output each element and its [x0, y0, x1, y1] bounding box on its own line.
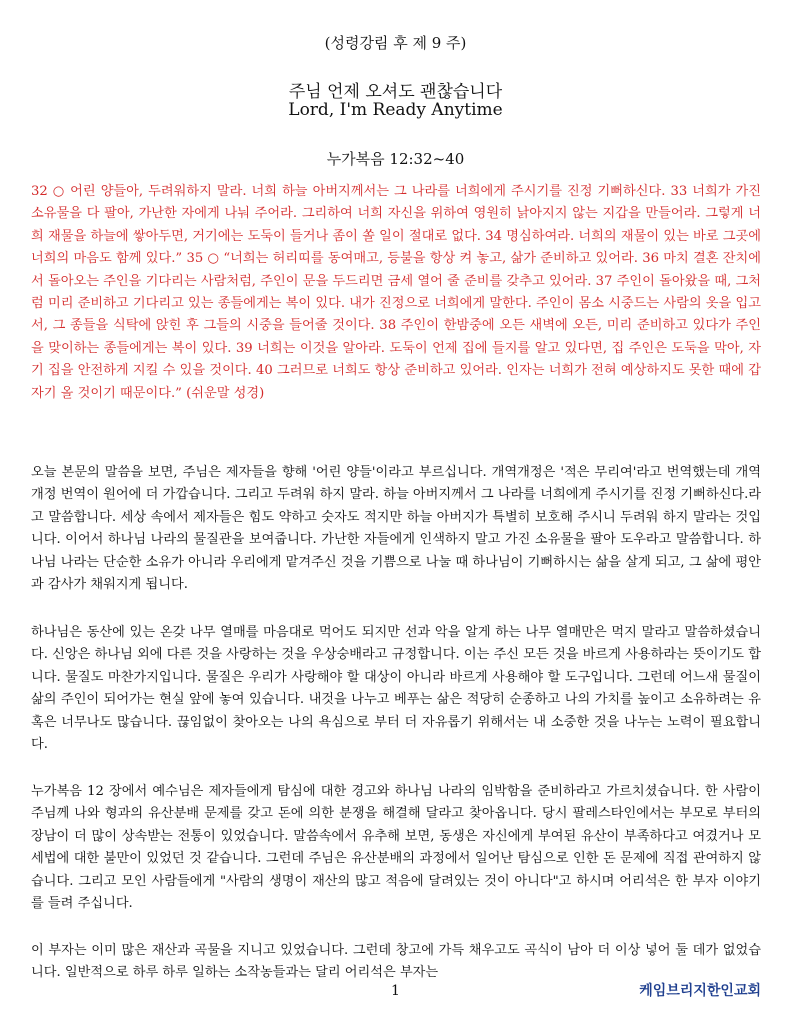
page-number: 1 — [391, 983, 400, 999]
liturgical-week: (성령강림 후 제 9 주) — [324, 34, 467, 52]
sermon-title-english: Lord, I'm Ready Anytime — [288, 100, 503, 120]
sermon-paragraph: 누가복음 12 장에서 예수님은 제자들에게 탐심에 대한 경고와 하나님 나라의 임박함을 준비하라고 가르치셨습니다. 한 사람이 주님께 나와 형과의 유산분배 문제를 갖고 돈에 의한 분쟁을 해결해 달라고 찾아옵니다. 당시 팔레스타인에서는 부모로 부터의 장남이 더 많이 상속받는 전통이 있었습니다. 말씀속에서 유추해 보면, 동생은 자신에게 부여된 유산이 부족하다고 여겼거나 모세법에 대한 불만이 있었던 것 같습니다. 그런데 주님은 유산분배의 과정에서 일어난 탐심으로 인한 돈 문제에 직접 관여하지 않습니다. 그리고 모인 사람들에게 "사람의 생명이 재산의 많고 적음에 달려있는 것이 아니다"고 하시며 어리석은 한 부자 이야기를 들려 주십니다. — [31, 784, 761, 912]
sermon-paragraph: 하나님은 동산에 있는 온갖 나무 열매를 마음대로 먹어도 되지만 선과 악을 알게 하는 나무 열매만은 먹지 말라고 말씀하셨습니다. 신앙은 하나님 외에 다른 것을 사랑하는 것을 우상숭배라고 규정합니다. 이는 주신 모든 것을 바르게 사용하라는 뜻이기도 합니다. 물질도 마찬가지입니다. 물질은 우리가 사랑해야 할 대상이 아니라 바르게 사용해야 할 도구입니다. 그런데 어느새 물질이 삶의 주인이 되어가는 현실 앞에 놓여 있습니다. 내것을 나누고 베푸는 삶은 적당히 순종하고 나의 가치를 높이고 소유하려는 유혹은 너무나도 많습니다. 끊임없이 찾아오는 나의 욕심으로 부터 더 자유롭기 위해서는 내 소중한 것을 나누는 노력이 필요합니다. — [31, 625, 761, 753]
sermon-title-korean: 주님 언제 오셔도 괜찮습니다 — [288, 82, 503, 102]
scripture-text: 32 ○ 어린 양들아, 두려워하지 말라. 너희 하늘 아버지께서는 그 나라를 너희에게 주시기를 진정 기뻐하신다. 33 너희가 가진 소유물을 다 팔아, 가난한 자에게 나눠 주어라. 그리하여 너희 자신을 위하여 영원히 낡아지지 않는 지갑을 만들어라. 그렇게 너희 재물을 하늘에 쌓아두면, 거기에는 도둑이 들거나 좀이 쏠 일이 절대로 없다. 34 명심하여라. 너희의 재물이 있는 바로 그곳에 너희의 마음도 함께 있다.” 35 ○ “너희는 허리띠를 동여매고, 등불을 항상 켜 놓고, 삶가 준비하고 있어라. 36 마치 결혼 잔치에서 돌아오는 주인을 기다리는 사람처럼, 주인이 문을 두드리면 금세 열어 줄 준비를 갖추고 있어라. 37 주인이 돌아왔을 때, 그처럼 미리 준비하고 기다리고 있는 종들에게는 복이 있다. 내가 진정으로 너희에게 말한다. 주인이 몸소 시중드는 사람의 옷을 입고서, 그 종들을 식탁에 앉힌 후 그들의 시중을 들어줄 것이다. 38 주인이 한밤중에 오든 새벽에 오든, 미리 준비하고 있다가 주인을 맞이하는 종들에게는 복이 있다. 39 너희는 이것을 알아라. 도둑이 언제 집에 들지를 알고 있다면, 집 주인은 도둑을 막아, 자기 집을 안전하게 지킬 수 있을 것이다. 40 그러므로 너희도 항상 준비하고 있어라. 인자는 너희가 전혀 예상하지도 못한 때에 갑자기 올 것이기 때문이다.” (쉬운말 성경) — [31, 184, 761, 401]
sermon-paragraph: 이 부자는 이미 많은 재산과 곡물을 지니고 있었습니다. 그런데 창고에 가득 채우고도 곡식이 남아 더 이상 넣어 둘 데가 없었습니다. 일반적으로 하루 하루 일하는 소작농들과는 달리 어리석은 부자는 — [31, 943, 761, 981]
church-name: 케임브리지한인교회 — [639, 983, 761, 999]
sermon-paragraph: 오늘 본문의 말씀을 보면, 주님은 제자들을 향해 '어린 양들'이라고 부르십니다. 개역개정은 '적은 무리여'라고 번역했는데 개역개정 번역이 원어에 더 가깝습니다. 그리고 두려워 하지 말라. 하늘 아버지께서 그 나라를 너희에게 주시기를 진정 기뻐하신다.라고 말씀합니다. 세상 속에서 제자들은 힘도 약하고 숫자도 적지만 하늘 아버지가 특별히 보호해 주시니 두려워 하지 말라는 것입니다. 이어서 하나님 나라의 물질관을 보여줍니다. 가난한 자들에게 인색하지 말고 가진 소유물을 팔아 도우라고 말씀합니다. 하나님 나라는 단순한 소유가 아니라 우리에게 맡겨주신 것을 기쁨으로 나눌 때 하나님이 기뻐하시는 삶을 살게 되고, 그 삶에 평안과 감사가 채워지게 됩니다. — [31, 465, 761, 593]
scripture-reference: 누가복음 12:32~40 — [326, 150, 465, 168]
